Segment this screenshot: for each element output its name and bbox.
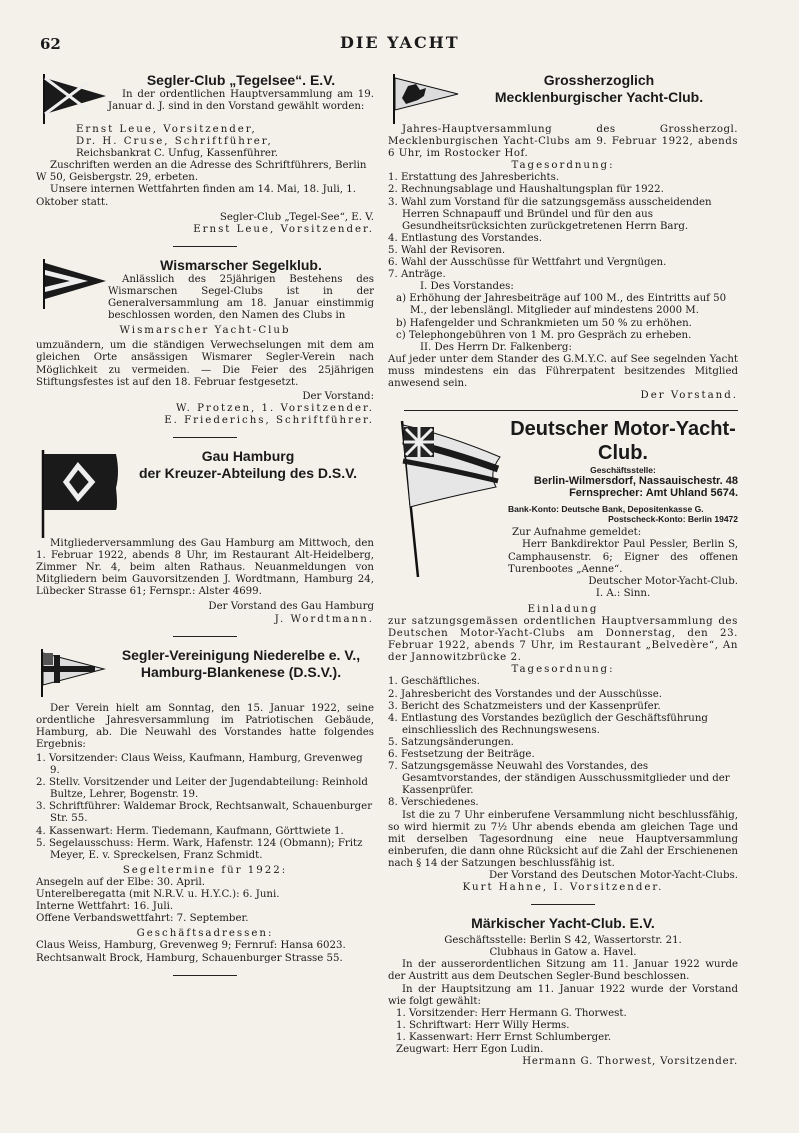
gau-hamburg-body: Mitgliederversammlung des Gau Hamburg am Mittwoch, den 1. Februar 1922, abends 8 Uhr, im Restaurant Alt-Heidelberg, Zimmer Nr. 4, beim alten Rathaus. Neuanmeldungen von Mitgliedern beim Gauvorsitzenden J. Wordtmann, Hamburg 24, Lübecker Strasse 61; Fernspr.: Alster 4699.: [36, 537, 374, 598]
list-item: c) Telephongebühren von 1 M. pro Gespräch zu erheben.: [396, 329, 692, 341]
list-item: b) Hafengelder und Schrankmieten um 50 % zu erhöhen.: [396, 317, 692, 329]
list-item: 1. Schriftwart: Herr Willy Herms.: [396, 1019, 570, 1031]
tegelsee-title: Segler-Club „Tegelsee“. E.V.: [146, 72, 336, 88]
list-item: Unterelberegatta (mit N.R.V. u. H.Y.C.): 6. Juni.: [36, 889, 280, 901]
list-item: 2. Jahresbericht des Vorstandes und der Ausschüsse.: [388, 688, 662, 700]
list-item: 6. Wahl der Ausschüsse für Wettfahrt und Vergnügen.: [388, 257, 667, 269]
wismar-signature-2: E. Friederichs, Schriftführer.: [164, 414, 374, 426]
maerkisch-clubhouse: Clubhaus in Gatow a. Havel.: [489, 947, 637, 959]
dmyc-invitation: zur satzungsgemässen ordentlichen Hauptversammlung des Deutschen Motor-Yacht-Clubs am Donnerstag, den 23. Februar 1922, abends 7 Uhr, im Restaurant „Belvedère“, An der Jannowitzbrücke 2.: [388, 616, 738, 664]
list-item: Rechtsanwalt Brock, Hamburg, Schauenburger Strasse 55.: [36, 952, 343, 964]
mecklenburg-agenda-heading: Tagesordnung:: [511, 160, 615, 172]
list-item: 1. Vorsitzender: Herr Hermann G. Thorwest.: [396, 1007, 627, 1019]
gau-hamburg-signature-1: Der Vorstand des Gau Hamburg: [208, 601, 374, 613]
dmyc-contact: [508, 465, 738, 524]
list-item: Ansegeln auf der Elbe: 30. April.: [36, 876, 205, 888]
niederelbe-title-2: Hamburg-Blankenese (D.S.V.).: [140, 663, 342, 680]
board-member: Dr. H. Cruse, Schriftführer,: [76, 136, 273, 148]
dmyc-phone: Fernsprecher: Amt Uhland 5674.: [569, 487, 738, 500]
mecklenburg-agenda: [388, 172, 738, 281]
list-item: a) Erhöhung der Jahresbeiträge auf 100 M., des Eintritts auf 50 M., der lebenslängl. Mitglieder auf mindestens 2000 M.: [396, 293, 727, 317]
section-dmyc: [388, 417, 738, 894]
list-item: 7. Anträge.: [388, 269, 446, 281]
dmyc-office-label: Geschäftsstelle:: [590, 465, 656, 476]
dmyc-postscheck: Postscheck-Konto: Berlin 19472: [608, 514, 738, 525]
burgee-wismar-icon: [36, 257, 108, 309]
maerkisch-board: [388, 1008, 738, 1056]
mecklenburg-title-1: Grossherzoglich: [543, 72, 655, 88]
burgee-tegelsee-icon: [36, 72, 108, 124]
list-item: Offene Verbandswettfahrt: 7. September.: [36, 913, 249, 925]
dmyc-signature-1: Deutscher Motor-Yacht-Club.: [588, 575, 738, 587]
wismar-new-name: Wismarscher Yacht-Club: [119, 325, 291, 337]
list-item: 2. Rechnungsablage und Haushaltungsplan für 1922.: [388, 184, 664, 196]
section-mecklenburg: [388, 72, 738, 402]
gau-hamburg-signature-2: J. Wordtmann.: [274, 613, 374, 625]
list-item: 5. Segelausschuss: Herm. Wark, Hafenstr. 124 (Obmann); Fritz Meyer, E. v. Spreckelsen, Franz Schmidt.: [36, 837, 363, 861]
dmyc-agenda-heading: Tagesordnung:: [511, 664, 615, 676]
divider: [173, 975, 237, 976]
section-maerkisch: [388, 915, 738, 1068]
list-item: 7. Satzungsgemässe Neuwahl des Vorstandes, des Gesamtvorstandes, der ständigen Ausschussmitglieder und der Kassenprüfer.: [388, 761, 730, 797]
tegelsee-signature-name: Ernst Leue, Vorsitzender.: [193, 223, 374, 235]
divider: [173, 636, 237, 637]
mecklenburg-signature: Der Vorstand.: [640, 390, 738, 402]
list-item: 4. Entlastung des Vorstandes bezüglich der Geschäftsführung einschliesslich des Rechnungswesens.: [388, 712, 708, 736]
board-member: Reichsbankrat C. Unfug, Kassenführer.: [76, 148, 278, 160]
board-member: Ernst Leue, Vorsitzender,: [76, 124, 257, 135]
mecklenburg-motion-2-heading: II. Des Herrn Dr. Falkenberg:: [420, 341, 572, 353]
dmyc-agenda: [388, 676, 738, 809]
divider: [531, 904, 595, 905]
dmyc-title: Deutscher Motor-Yacht-Club.: [510, 418, 736, 465]
list-item: 3. Bericht des Schatzmeisters und der Kassenprüfer.: [388, 700, 661, 712]
right-column: [388, 72, 738, 1068]
flag-kreuzer-abteilung-icon: [36, 448, 122, 538]
wismar-body: umzuändern, um die ständigen Verwechselungen mit dem am gleichen Orte ansässigen Wismarer Segler-Verein nach Möglichkeit zu vermeiden. — Die Feier des 25jährigen Stiftungsfestes ist auf den 18. Februar festgesetzt.: [36, 340, 374, 388]
niederelbe-dates-heading: Segeltermine für 1922:: [122, 864, 288, 876]
section-gau-hamburg: [36, 448, 374, 626]
list-item: 5. Satzungsänderungen.: [388, 736, 514, 748]
divider: [404, 410, 738, 411]
wismar-signature-1: W. Protzen, 1. Vorsitzender.: [175, 402, 374, 414]
list-item: 1. Kassenwart: Herr Ernst Schlumberger.: [396, 1031, 612, 1043]
tegelsee-address: Zuschriften werden an die Adresse des Schriftführers, Berlin W 50, Geisbergstr. 29, erbeten.: [36, 160, 367, 184]
wismar-intro: Anlässlich des 25jährigen Bestehens des Wismarschen Segel-Clubs ist in der Generalversammlung am 18. Januar einstimmig beschlossen worden, den Namen des Clubs in: [108, 273, 374, 322]
maerkisch-office: Geschäftsstelle: Berlin S 42, Wassertorstr. 21.: [444, 935, 682, 947]
list-item: 4. Kassenwart: Herm. Tiedemann, Kaufmann, Görttwiete 1.: [36, 825, 344, 837]
niederelbe-title-1: Segler-Vereinigung Niederelbe e. V.,: [121, 646, 361, 663]
section-tegelsee: [36, 72, 374, 236]
list-item: 8. Verschiedenes.: [388, 797, 479, 809]
niederelbe-results: [36, 753, 374, 862]
maerkisch-body-2: In der Hauptsitzung am 11. Januar 1922 wurde der Vorstand wie folgt gewählt:: [388, 983, 738, 1007]
niederelbe-intro: Der Verein hielt am Sonntag, den 15. Januar 1922, seine ordentliche Jahresversammlung im Patriotischen Gebäude, Hamburg, ab. Die Neuwahl des Vorstandes hatte folgendes Ergebnis:: [36, 702, 374, 750]
burgee-griffin-icon: [388, 72, 460, 124]
list-item: 5. Wahl der Revisoren.: [388, 244, 506, 256]
mecklenburg-motion-1-heading: I. Des Vorstandes:: [420, 281, 514, 293]
list-item: Interne Wettfahrt: 16. Juli.: [36, 901, 174, 913]
flag-niederelbe-icon: [36, 647, 108, 697]
list-item: Zeugwart: Herr Egon Ludin.: [396, 1044, 544, 1055]
list-item: 6. Festsetzung der Beiträge.: [388, 749, 535, 761]
dmyc-apply: Herr Bankdirektor Paul Pessler, Berlin S, Camphausenstr. 6; Eigner des offenen Turenbootes „Aenne“.: [508, 539, 738, 575]
tegelsee-races: Unsere internen Wettfahrten finden am 14. Mai, 18. Juli, 1. Oktober statt.: [36, 184, 356, 208]
list-item: 1. Erstattung des Jahresberichts.: [388, 172, 560, 184]
tegelsee-board: [76, 124, 374, 160]
dmyc-signature-2: I. A.: Sinn.: [595, 587, 651, 599]
dmyc-bank: Bank-Konto: Deutsche Bank, Depositenkasse G.: [508, 504, 704, 515]
niederelbe-dates: [36, 877, 374, 925]
running-head: [0, 33, 799, 53]
dmyc-address: Berlin-Wilmersdorf, Nassauischestr. 48: [533, 475, 738, 488]
list-item: 3. Wahl zum Vorstand für die satzungsgemäss ausscheidenden Herren Schnapauff und Bründel und für den aus Gesundheitsrücksichten zurückgetretenen Herrn Barg.: [388, 196, 712, 232]
list-item: 4. Entlastung des Vorstandes.: [388, 232, 543, 244]
niederelbe-address-heading: Geschäftsadressen:: [136, 928, 274, 940]
mecklenburg-intro: Jahres-Hauptversammlung des Grossherzogl. Mecklenburgischen Yacht-Clubs am 9. Februar 1922, abends 6 Uhr, im Rostocker Hof.: [388, 124, 738, 160]
divider: [173, 437, 237, 438]
mecklenburg-motion-1: [388, 293, 738, 341]
tegelsee-signature-club: Segler-Club „Tegel-See“, E. V.: [219, 211, 374, 223]
dmyc-apply-heading: Zur Aufnahme gemeldet:: [512, 527, 642, 539]
section-wismar: [36, 257, 374, 427]
list-item: Claus Weiss, Hamburg, Grevenweg 9; Fernruf: Hansa 6023.: [36, 940, 346, 952]
wismar-title: Wismarscher Segelklub.: [160, 256, 322, 273]
wismar-signature-head: Der Vorstand:: [302, 390, 374, 402]
dmyc-signature-4: Kurt Hahne, I. Vorsitzender.: [462, 882, 664, 894]
dmyc-invitation-heading: Einladung: [527, 603, 599, 615]
maerkisch-body-1: In der ausserordentlichen Sitzung am 11. Januar 1922 wurde der Austritt aus dem Deutschen Segler-Bund beschlossen.: [388, 959, 738, 983]
dmyc-signature-3: Der Vorstand des Deutschen Motor-Yacht-Clubs.: [488, 869, 738, 881]
gau-hamburg-title-2: der Kreuzer-Abteilung des D.S.V.: [138, 464, 358, 481]
magazine-title: DIE YACHT: [340, 33, 460, 52]
maerkisch-title: Märkischer Yacht-Club. E.V.: [471, 915, 655, 932]
mecklenburg-motion-2: Auf jeder unter dem Stander des G.M.Y.C. auf See segelnden Yacht muss mindestens ein das Führerpatent besitzendes Mitglied anwesend sein.: [388, 353, 738, 389]
list-item: 2. Stellv. Vorsitzender und Leiter der Jugendabteilung: Reinhold Bultze, Lehrer, Bogenstr. 19.: [36, 777, 368, 801]
left-column: [36, 72, 374, 986]
gau-hamburg-title-1: Gau Hamburg: [201, 447, 295, 464]
maerkisch-signature: Hermann G. Thorwest, Vorsitzender.: [522, 1056, 738, 1068]
divider: [173, 246, 237, 247]
flag-dmyc-ensign-icon: [388, 417, 508, 577]
dmyc-quorum-note: Ist die zu 7 Uhr einberufene Versammlung nicht beschlussfähig, so wird hiermit zu 7½ Uhr abends ebenda am gleichen Tage und mit derselben Tagesordnung eine neue Hauptversammlung einberufen, die dann ohne Rücksicht auf die Zahl der Erschienenen nach § 14 der Satzungen beschlussfähig ist.: [388, 809, 738, 869]
list-item: 1. Vorsitzender: Claus Weiss, Kaufmann, Hamburg, Grevenweg 9.: [36, 753, 363, 777]
mecklenburg-title-2: Mecklenburgischer Yacht-Club.: [494, 89, 704, 105]
page-number: 62: [40, 35, 61, 53]
tegelsee-intro: In der ordentlichen Hauptversammlung am 19. Januar d. J. sind in den Vorstand gewählt worden:: [108, 89, 374, 113]
section-niederelbe: [36, 647, 374, 965]
list-item: 3. Schriftführer: Waldemar Brock, Rechtsanwalt, Schauenburger Str. 55.: [36, 801, 373, 825]
list-item: 1. Geschäftliches.: [388, 676, 480, 688]
